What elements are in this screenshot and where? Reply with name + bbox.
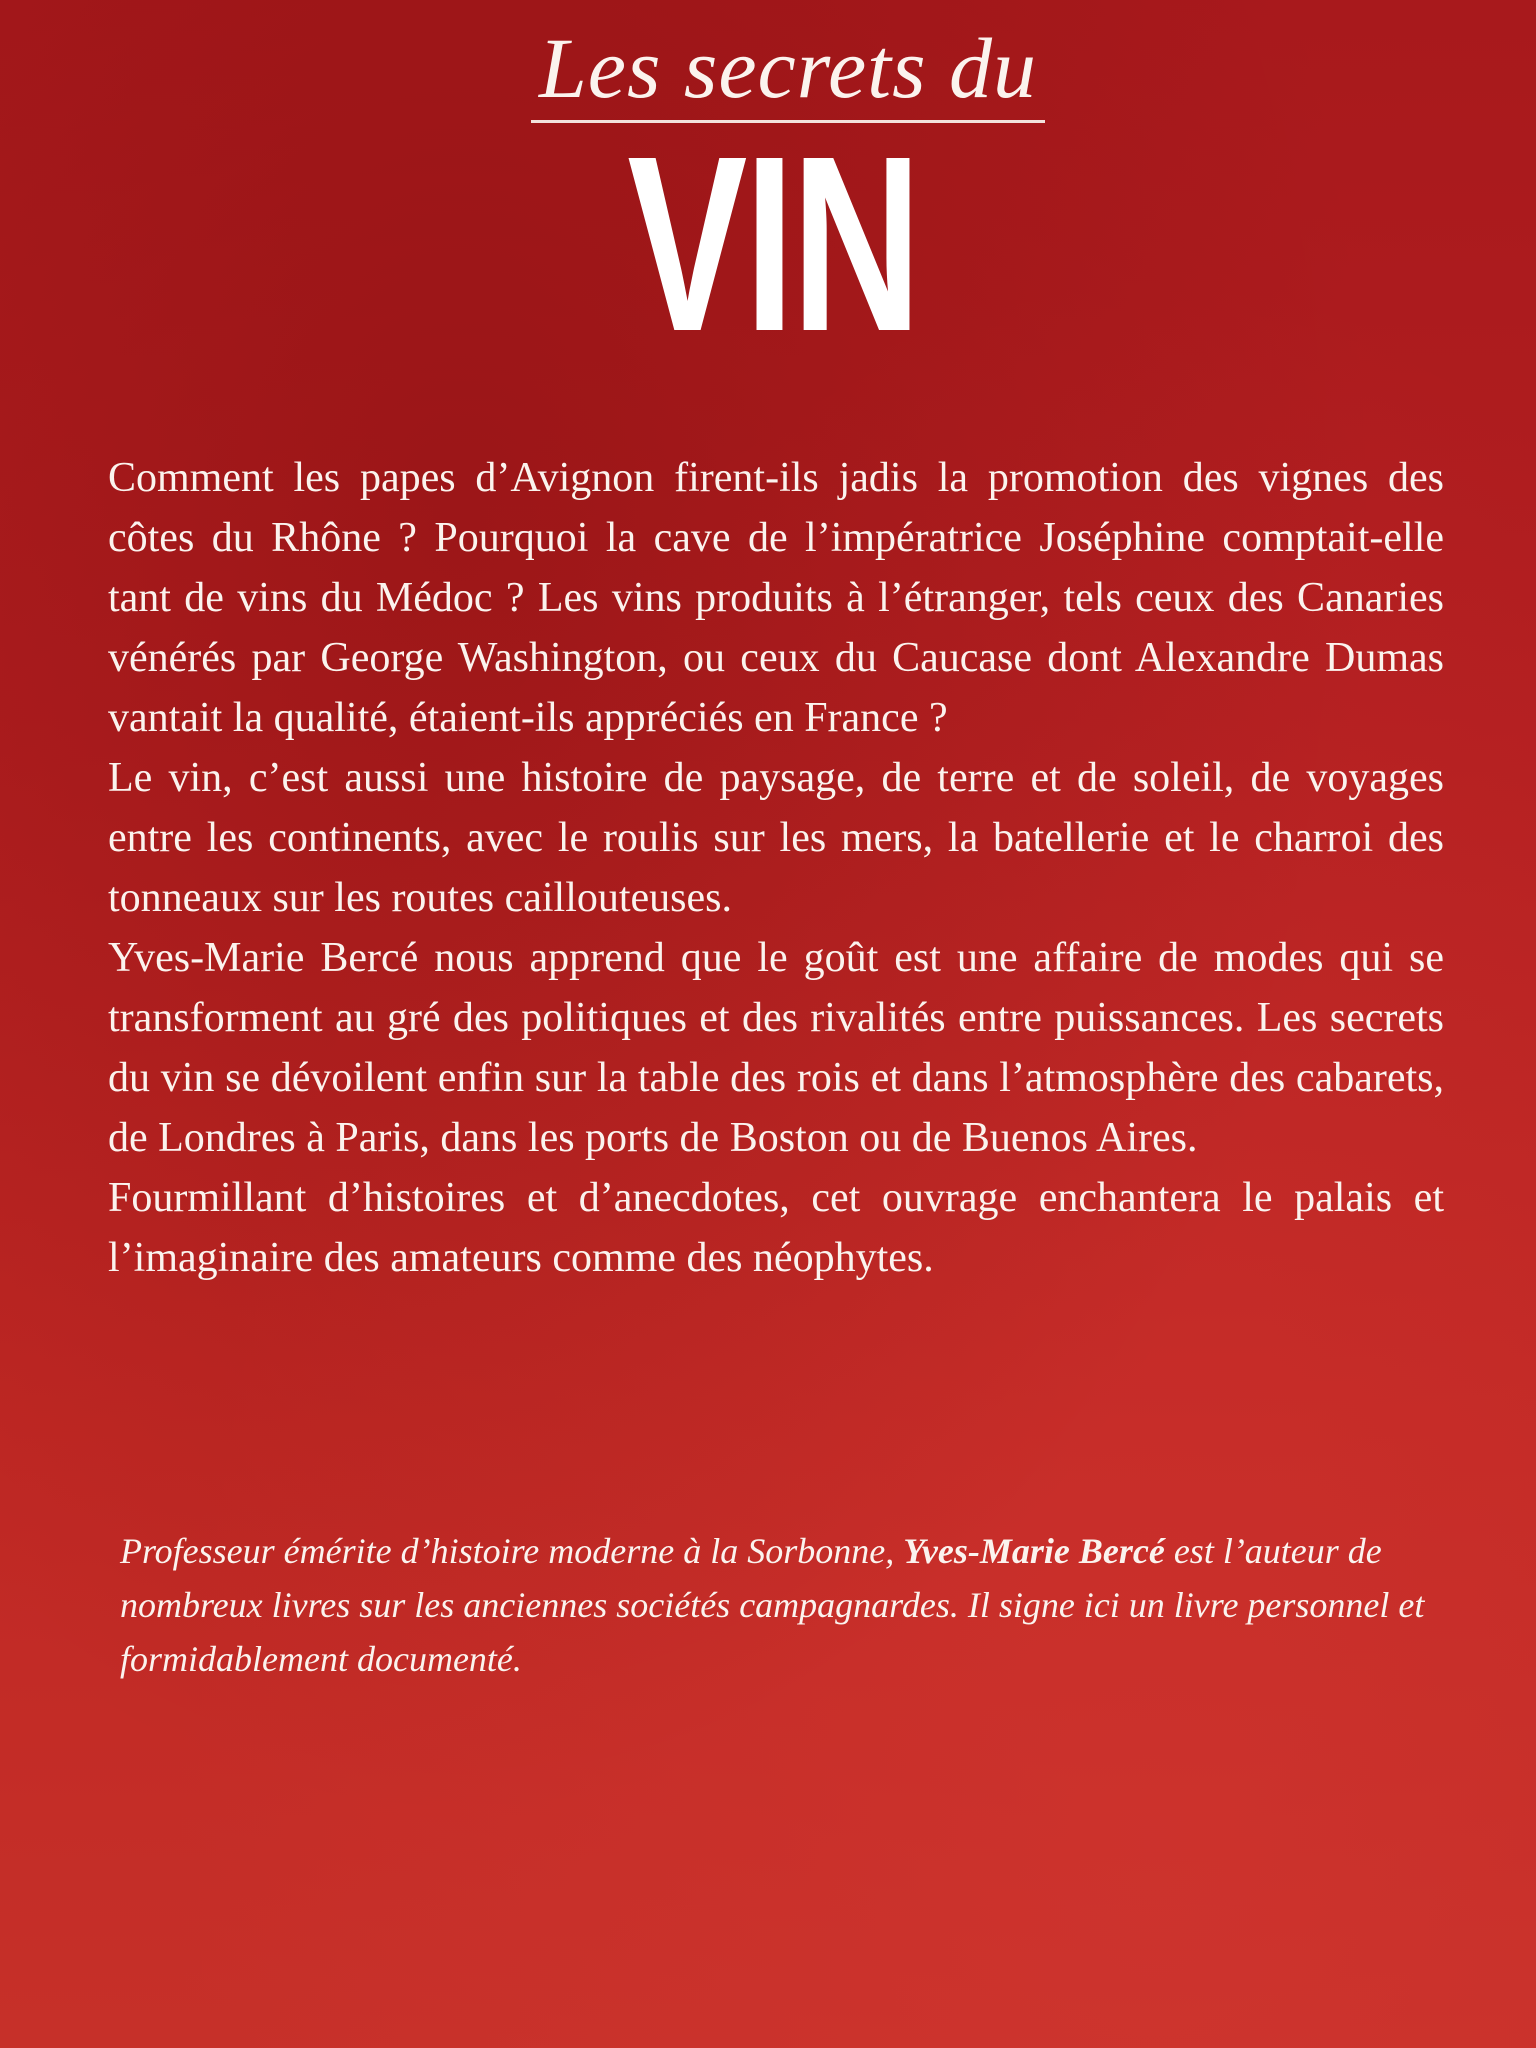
- blurb-paragraph: Comment les papes d’Avignon firent-ils jadis la promotion des vignes des côtes du Rhône ? Pourquoi la cave de l’impératrice Joséphine comptait-elle tant de vins du Médoc ? Les vins produits à l’étranger, tels ceux des Canaries vénérés par George Washington, ou ceux du Caucase dont Alexandre Dumas vantait la qualité, étaient-ils appréciés en France ?: [108, 455, 1444, 741]
- author-bio: [120, 1524, 1446, 1686]
- title-block: [0, 18, 1536, 383]
- blurb-paragraph: Yves-Marie Bercé nous apprend que le goût est une affaire de modes qui se transforment au gré des politiques et des rivalités entre puissances. Les secrets du vin se dévoilent enfin sur la table des rois et dans l’atmosphère des cabarets, de Londres à Paris, dans les ports de Boston ou de Buenos Aires.: [108, 935, 1444, 1161]
- blurb-paragraph: Fourmillant d’histoires et d’anecdotes, cet ouvrage enchantera le palais et l’imaginaire des amateurs comme des néophytes.: [108, 1175, 1444, 1281]
- author-name: Yves-Marie Bercé: [903, 1531, 1165, 1571]
- bio-text-end: est l’auteur de nombreux livres sur les anciennes sociétés campagnardes. Il signe ici un livre personnel et formidablement documenté.: [120, 1531, 1425, 1679]
- subtitle: Les secrets du: [531, 18, 1045, 123]
- main-title: VIN: [627, 104, 919, 383]
- blurb: [108, 448, 1444, 1288]
- blurb-paragraph: Le vin, c’est aussi une histoire de paysage, de terre et de soleil, de voyages entre les continents, avec le roulis sur les mers, la batellerie et le charroi des tonneaux sur les routes caillouteuses.: [108, 755, 1444, 921]
- bio-text-start: Professeur émérite d’histoire moderne à la Sorbonne,: [120, 1531, 904, 1571]
